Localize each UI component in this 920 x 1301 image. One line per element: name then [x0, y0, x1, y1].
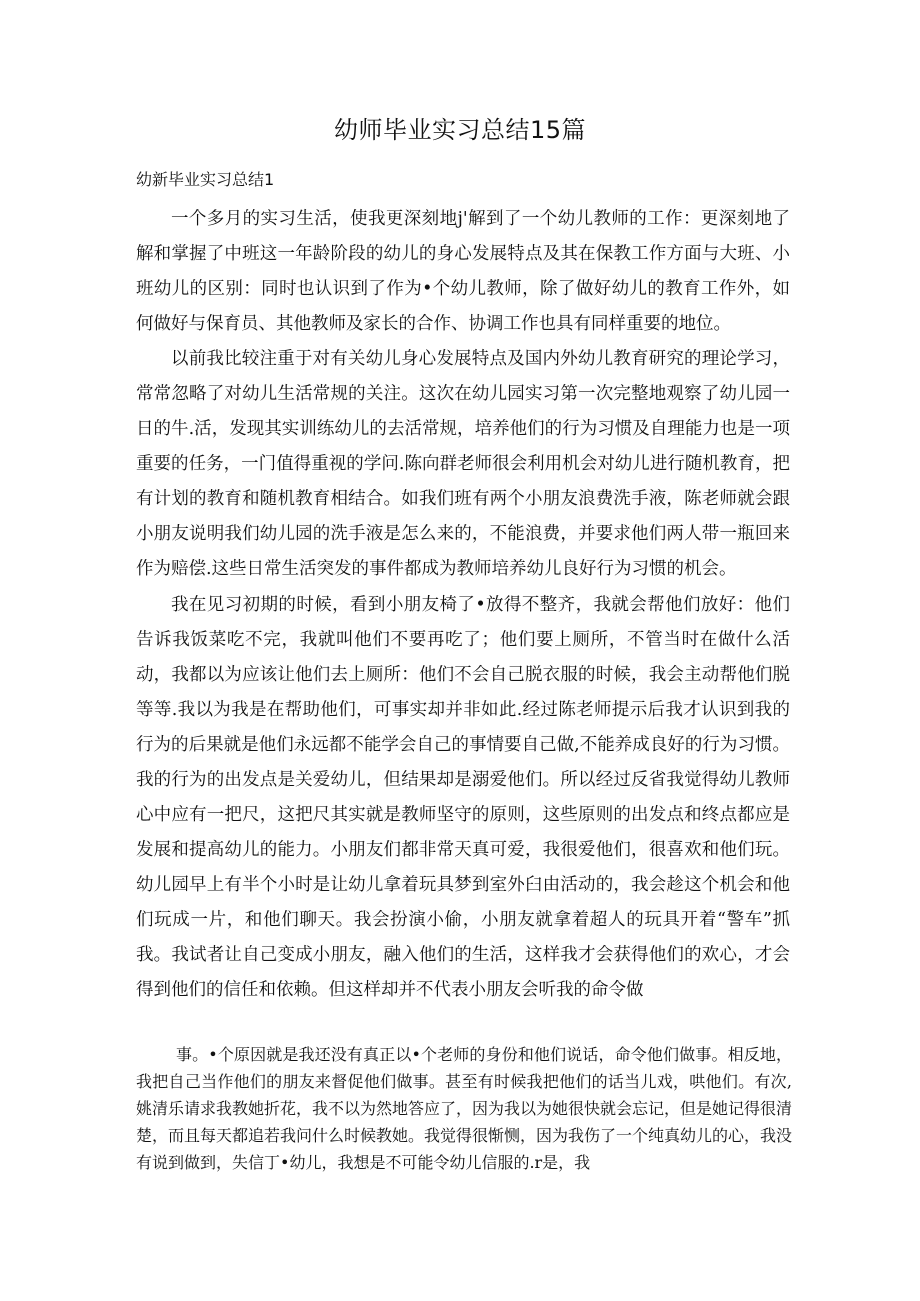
- paragraph-2: 以前我比较注重于对有关幼儿身心发展特点及国内外幼儿教育研究的理论学习，常常忽略了对幼儿生活常规的关注。这次在幼儿园实习第一次完整地观察了幼儿园一日的牛.活，发现其实训练幼儿的去活常规，培养他们的行为习惯及自理能力也是一项重要的任务，一门值得重视的学问.陈向群老师很会利用机会对幼儿进行随机教育，把有计划的教育和随机教育相结合。如我们班有两个小朋友浪费洗手液，陈老师就会跟小朋友说明我们幼儿园的洗手液是怎么来的，不能浪费，并要求他们两人带一瓶回来作为赔偿.这些日常生活突发的事件都成为教师培养幼儿良好行为习惯的机会。: [136, 349, 790, 579]
- paragraph-1: 一个多月的实习生活，使我更深刻地j'解到了一个幼儿教师的工作：更深刻地了解和掌握了中班这一年龄阶段的幼儿的身心发展特点及其在保教工作方面与大班、小班幼儿的区别：同时也认识到了作为•个幼儿教师，除了做好幼儿的教育工作外，如何做好与保育员、其他教师及家长的合作、协调工作也具有同样重要的地位。: [136, 209, 790, 334]
- paragraph-3: 我在见习初期的时候，看到小朋友椅了•放得不整齐，我就会帮他们放好：他们告诉我饭菜吃不完，我就叫他们不要再吃了；他们要上厕所，不管当时在做什么活动，我都以为应该让他们去上厕所：他们不会自己脱衣服的时候，我会主动帮他们脱等等.我以为我是在帮助他们，可事实却并非如此.经过陈老师提示后我才认识到我的行为的后果就是他们永远都不能学会自己的事情要自己做,不能养成良好的行为习惯。我的行为的出发点是关爱幼儿，但结果却是溺爱他们。所以经过反省我觉得幼儿教师心中应有一把尺，这把尺其实就是教师坚守的原则，这些原则的出发点和终点都应是发展和提高幼儿的能力。小朋友们都非常天真可爱，我很爱他们，很喜欢和他们玩。幼儿园早上有半个小时是让幼儿拿着玩具梦到室外臼由活动的，我会趁这个机会和他们玩成一片，和他们聊天。我会扮演小偷，小朋友就拿着超人的玩具开着“警车”抓我。我试者让自己变成小朋友，融入他们的生活，这样我才会获得他们的欢心，才会得到他们的信任和依赖。但这样却并不代表小朋友会听我的命令做: [136, 595, 790, 1000]
- paragraph-continuation: 事。•个原因就是我还没有真正以•个老师的身份和他们说话，命令他们做事。相反地，我把自己当作他们的朋友来督促他们做事。甚至有时候我把他们的话当儿戏，哄他们。有次,姚清乐请求我教她折花，我不以为然地答应了，因为我以为她很快就会忘记，但是她记得很清楚，而且每天都追若我问什么时候教她。我觉得很惭恻，因为我伤了一个纯真幼儿的心，我没有说到做到，失信丁•幼儿，我想是不可能令幼儿信服的.r是，我: [136, 1045, 793, 1172]
- document-title: 幼师毕业实习总结15篇: [333, 116, 587, 144]
- document-body: [136, 202, 790, 1008]
- continuation-block: [136, 1041, 792, 1176]
- section-heading: 幼新毕业实习总结1: [136, 170, 275, 189]
